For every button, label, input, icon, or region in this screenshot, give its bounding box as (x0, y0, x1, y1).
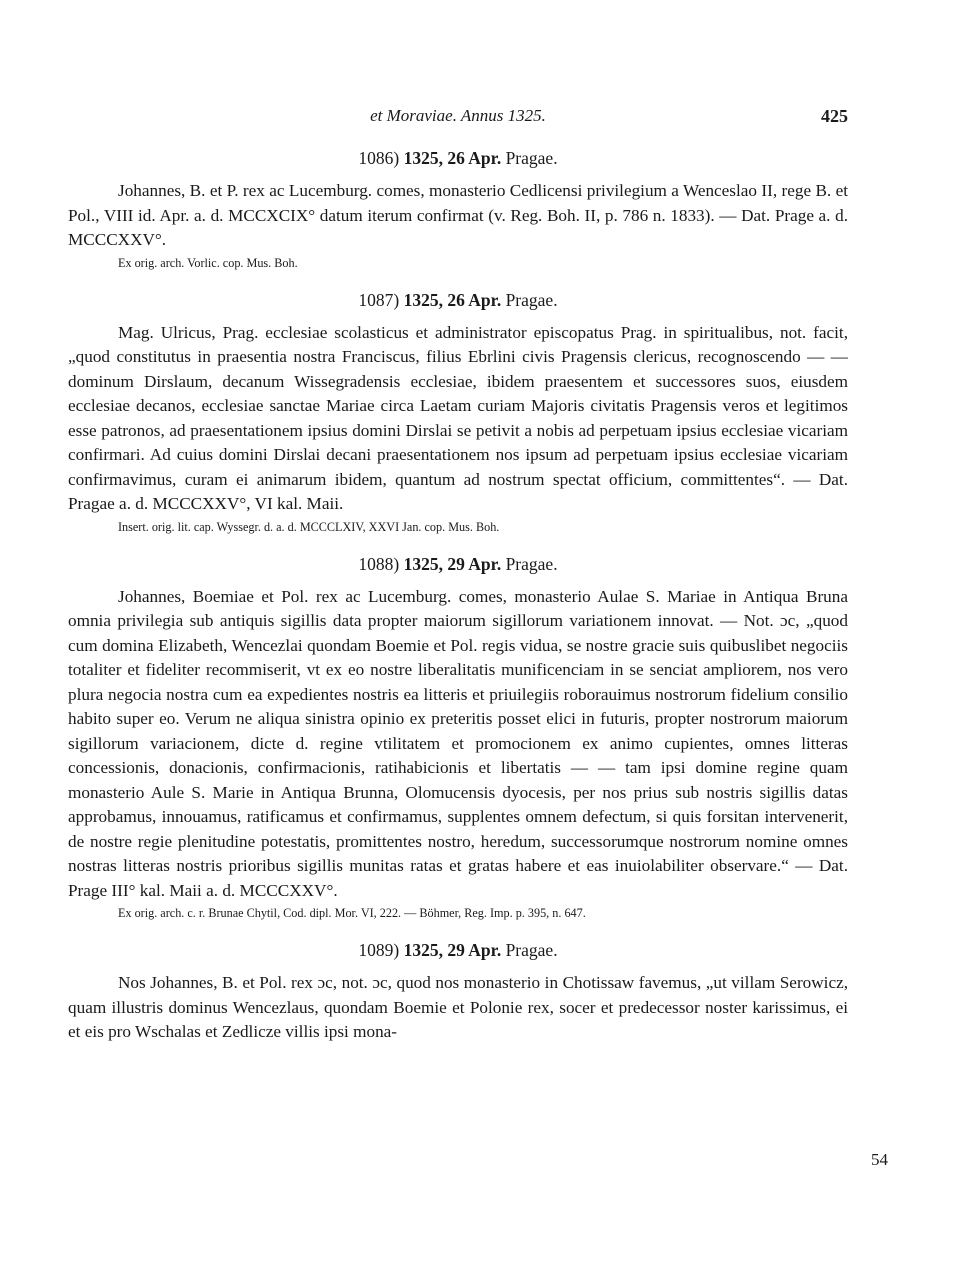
entry-place: Pragae. (505, 940, 558, 960)
entry-date: 1325, 26 Apr. (403, 148, 502, 168)
entry-source: Ex orig. arch. c. r. Brunae Chytil, Cod. dipl. Mor. VI, 222. — Böhmer, Reg. Imp. p. 395, n. 647. (118, 906, 586, 920)
entry-date: 1325, 29 Apr. (403, 553, 502, 574)
entry-heading (68, 554, 848, 575)
entry-number: 1089) (358, 940, 400, 960)
entry-heading (68, 290, 848, 311)
entry-number: 1088) (358, 553, 400, 574)
entry-heading (68, 148, 848, 169)
entry-place: Pragae. (505, 553, 558, 574)
document-page (68, 100, 848, 1045)
entry-text: Johannes, Boemiae et Pol. rex ac Lucemburg. comes, monasterio Aulae S. Mariae in Antiqua Bruna omnia privilegia sub antiquis sigillis data propter maiorum sigillorum variationem innovat. — Not. ɔc, „quod cum domina Elizabeth, Wencezlai quondam Boemie et Pol. regis vidua, se nostre gracie suis quibuslibet negociis totaliter et fideliter recommiserit, vt ex eo nostre liberalitatis munificenciam in se senciat ampliorem, nos vero plura negocia nostra cum ea expedientes nostris ea litteris et priuilegiis roborauimus nostrorum fidelium consilio habito super eo. Verum ne aliqua sinistra opinio ex preteritis posset elici in futuris, propter nostrorum maiorum sigillorum variacionem, dicte d. regine vtilitatem et promocionem ex animo cupientes, omnes litteras concessionis, donacionis, confirmacionis, ratihabicionis et libertatis — — tam ipsi domine regine quam monasterio Aule S. Marie in Antiqua Brunna, Olomucensis dyocesis, per nos prius sub nostris sigillis datas approbamus, innouamus, ratificamus et confirmamus, supplentes omnem defectum, si quis forsitan intervenerit, de nostre regie plenitudine potestatis, promittentes nostro, heredum, successorumque nostrorum nomine omnes nostras litteras nostris prioribus sigillis munitas ratas et gratas habere et eas inuiolabiliter observare.“ — Dat. Prage III° kal. Maii a. d. MCCCXXV°. (68, 586, 848, 900)
entry-1089 (68, 940, 848, 1045)
entry-source: Insert. orig. lit. cap. Wyssegr. d. a. d. MCCCLXIV, XXVI Jan. cop. Mus. Boh. (118, 519, 500, 534)
entry-source: Ex orig. arch. Vorlic. cop. Mus. Boh. (118, 255, 298, 270)
entry-heading (68, 940, 848, 961)
entry-date: 1325, 29 Apr. (403, 940, 502, 960)
entry-1086 (68, 148, 848, 272)
entry-place: Pragae. (505, 289, 558, 310)
entry-place: Pragae. (505, 148, 558, 168)
entry-text: Nos Johannes, B. et Pol. rex ɔc, not. ɔc, quod nos monasterio in Chotissaw favemus, „ut villam Serowicz, quam illustris dominus Wencezlaus, quondam Boemie et Polonie rex, socer et predecessor noster karissimus, ei et eis pro Wschalas et Zedlicze villis ipsi mona- (68, 973, 848, 1041)
page-number: 425 (821, 106, 848, 126)
entry-number: 1086) (358, 148, 400, 168)
entry-date: 1325, 26 Apr. (403, 289, 502, 310)
entry-text: Mag. Ulricus, Prag. ecclesiae scolasticus et administrator episcopatus Prag. in spiritualibus, not. facit, „quod constitutus in praesentia nostra Franciscus, filius Ebrlini civis Pragensis clericus, recognoscendo — — dominum Dirslaum, decanum Wissegradensis ecclesiae, ibidem praesentem et successores suos, eiusdem ecclesiae decanos, ecclesiae sanctae Mariae circa Laetam curiam Majoris civitatis Pragensis veros et legitimos esse patronos, ad praesentationem ipsius domini Dirslai se petivit a nobis ad perpetuam ipsius ecclesiae vicariam confirmari. Ad cuius domini Dirslai decani praesentationem nos ipsum ad perpetuam ipsius ecclesiae vicariam confirmavimus, curam ei animarum ibidem, quantum ad nostrum spectat officium, committentes“. — Dat. Pragae a. d. MCCCXXV°, VI kal. Maii. (68, 322, 848, 513)
running-head (68, 100, 848, 134)
signature-mark: 54 (871, 1150, 888, 1169)
entry-1088 (68, 554, 848, 923)
entry-number: 1087) (358, 289, 400, 310)
entry-text: Johannes, B. et P. rex ac Lucemburg. comes, monasterio Cedlicensi privilegium a Wenceslao II, rege B. et Pol., VIII id. Apr. a. d. MCCXCIX° datum iterum confirmat (v. Reg. Boh. II, p. 786 n. 1833). — Dat. Prage a. d. MCCCXXV°. (68, 181, 848, 249)
running-title: et Moraviae. Annus 1325. (370, 106, 546, 125)
entry-1087 (68, 290, 848, 536)
